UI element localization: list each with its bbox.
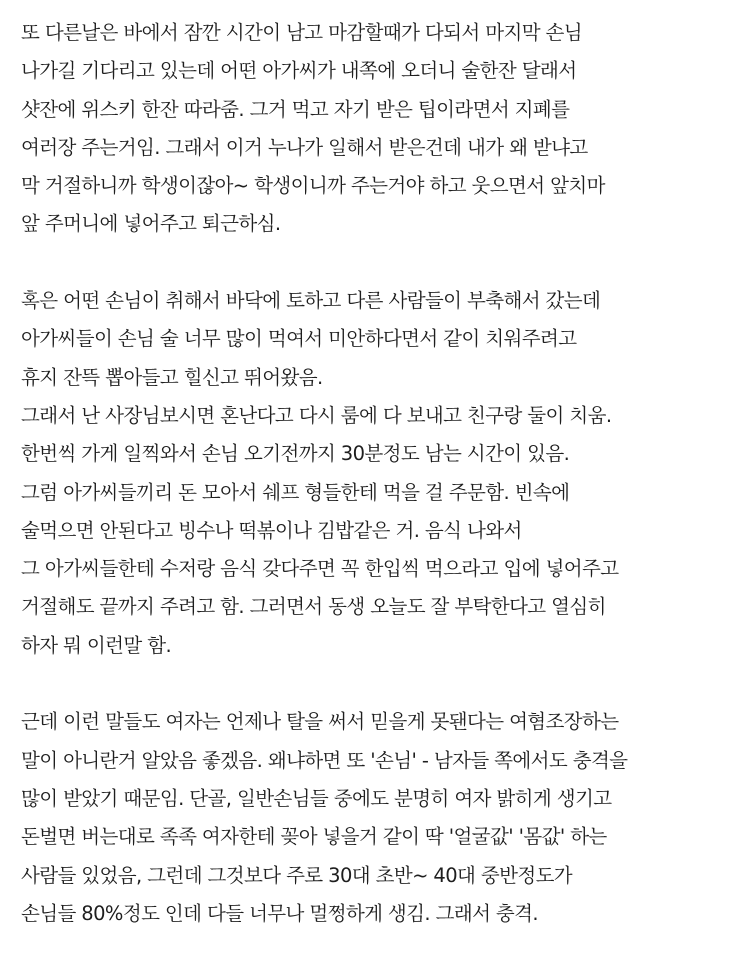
text-line: 하자 뭐 이런말 함.: [21, 633, 172, 657]
text-line: 술먹으면 안된다고 빙수나 떡볶이나 김밥같은 거. 음식 나와서: [21, 518, 522, 542]
paragraph-gap: [21, 244, 736, 282]
text-line: 말이 아니란거 알았음 좋겠음. 왜냐하면 또 '손님' - 남자들 쪽에서도 충격을: [21, 748, 628, 772]
paragraph-2: [21, 282, 736, 665]
paragraph-1: [21, 14, 736, 244]
text-line: 앞 주머니에 넣어주고 퇴근하심.: [21, 212, 281, 236]
text-line: 한번씩 가게 일찍와서 손님 오기전까지 30분정도 남는 시간이 있음.: [21, 442, 570, 466]
text-line: 거절해도 끝까지 주려고 함. 그러면서 동생 오늘도 잘 부탁한다고 열심히: [21, 595, 606, 619]
text-line: 또 다른날은 바에서 잠깐 시간이 남고 마감할때가 다되서 마지막 손님: [21, 21, 583, 44]
text-line: 근데 이런 말들도 여자는 언제나 탈을 써서 믿을게 못됀다는 여혐조장하는: [21, 710, 619, 734]
paragraph-3: [21, 703, 736, 933]
paragraph-gap: [21, 665, 736, 703]
text-line: 휴지 잔뜩 뽑아들고 힐신고 뛰어왔음.: [21, 365, 323, 389]
text-line: 혹은 어떤 손님이 취해서 바닥에 토하고 다른 사람들이 부축해서 갔는데: [21, 289, 601, 313]
text-line: 여러장 주는거임. 그래서 이거 누나가 일해서 받은건데 내가 왜 받냐고: [21, 135, 588, 159]
text-line: 그 아가씨들한테 수저랑 음식 갖다주면 꼭 한입씩 먹으라고 입에 넣어주고: [21, 557, 619, 581]
text-line: 많이 받았기 때문임. 단골, 일반손님들 중에도 분명히 여자 밝히게 생기고: [21, 786, 612, 810]
text-line: 샷잔에 위스키 한잔 따라줌. 그거 먹고 자기 받은 팁이라면서 지폐를: [21, 97, 570, 121]
text-line: 그럼 아가씨들끼리 돈 모아서 쉐프 형들한테 먹을 걸 주문함. 빈속에: [21, 480, 570, 504]
text-line: 아가씨들이 손님 술 너무 많이 먹여서 미안하다면서 같이 치워주려고: [21, 327, 577, 351]
text-line: 손님들 80%정도 인데 다들 너무나 멀쩡하게 생김. 그래서 충격.: [21, 901, 538, 925]
text-line: 사람들 있었음, 그런데 그것보다 주로 30대 초반~ 40대 중반정도가: [21, 863, 573, 887]
text-line: 나가길 기다리고 있는데 어떤 아가씨가 내쪽에 오더니 술한잔 달래서: [21, 59, 577, 83]
text-line: 돈벌면 버는대로 족족 여자한테 꽂아 넣을거 같이 딱 '얼굴값' '몸값' 하는: [21, 825, 607, 849]
text-line: 그래서 난 사장님보시면 혼난다고 다시 룸에 다 보내고 친구랑 둘이 치움.: [21, 403, 612, 427]
text-line: 막 거절하니까 학생이잖아~ 학생이니까 주는거야 하고 웃으면서 앞치마: [21, 174, 605, 198]
document-body: [21, 14, 736, 933]
